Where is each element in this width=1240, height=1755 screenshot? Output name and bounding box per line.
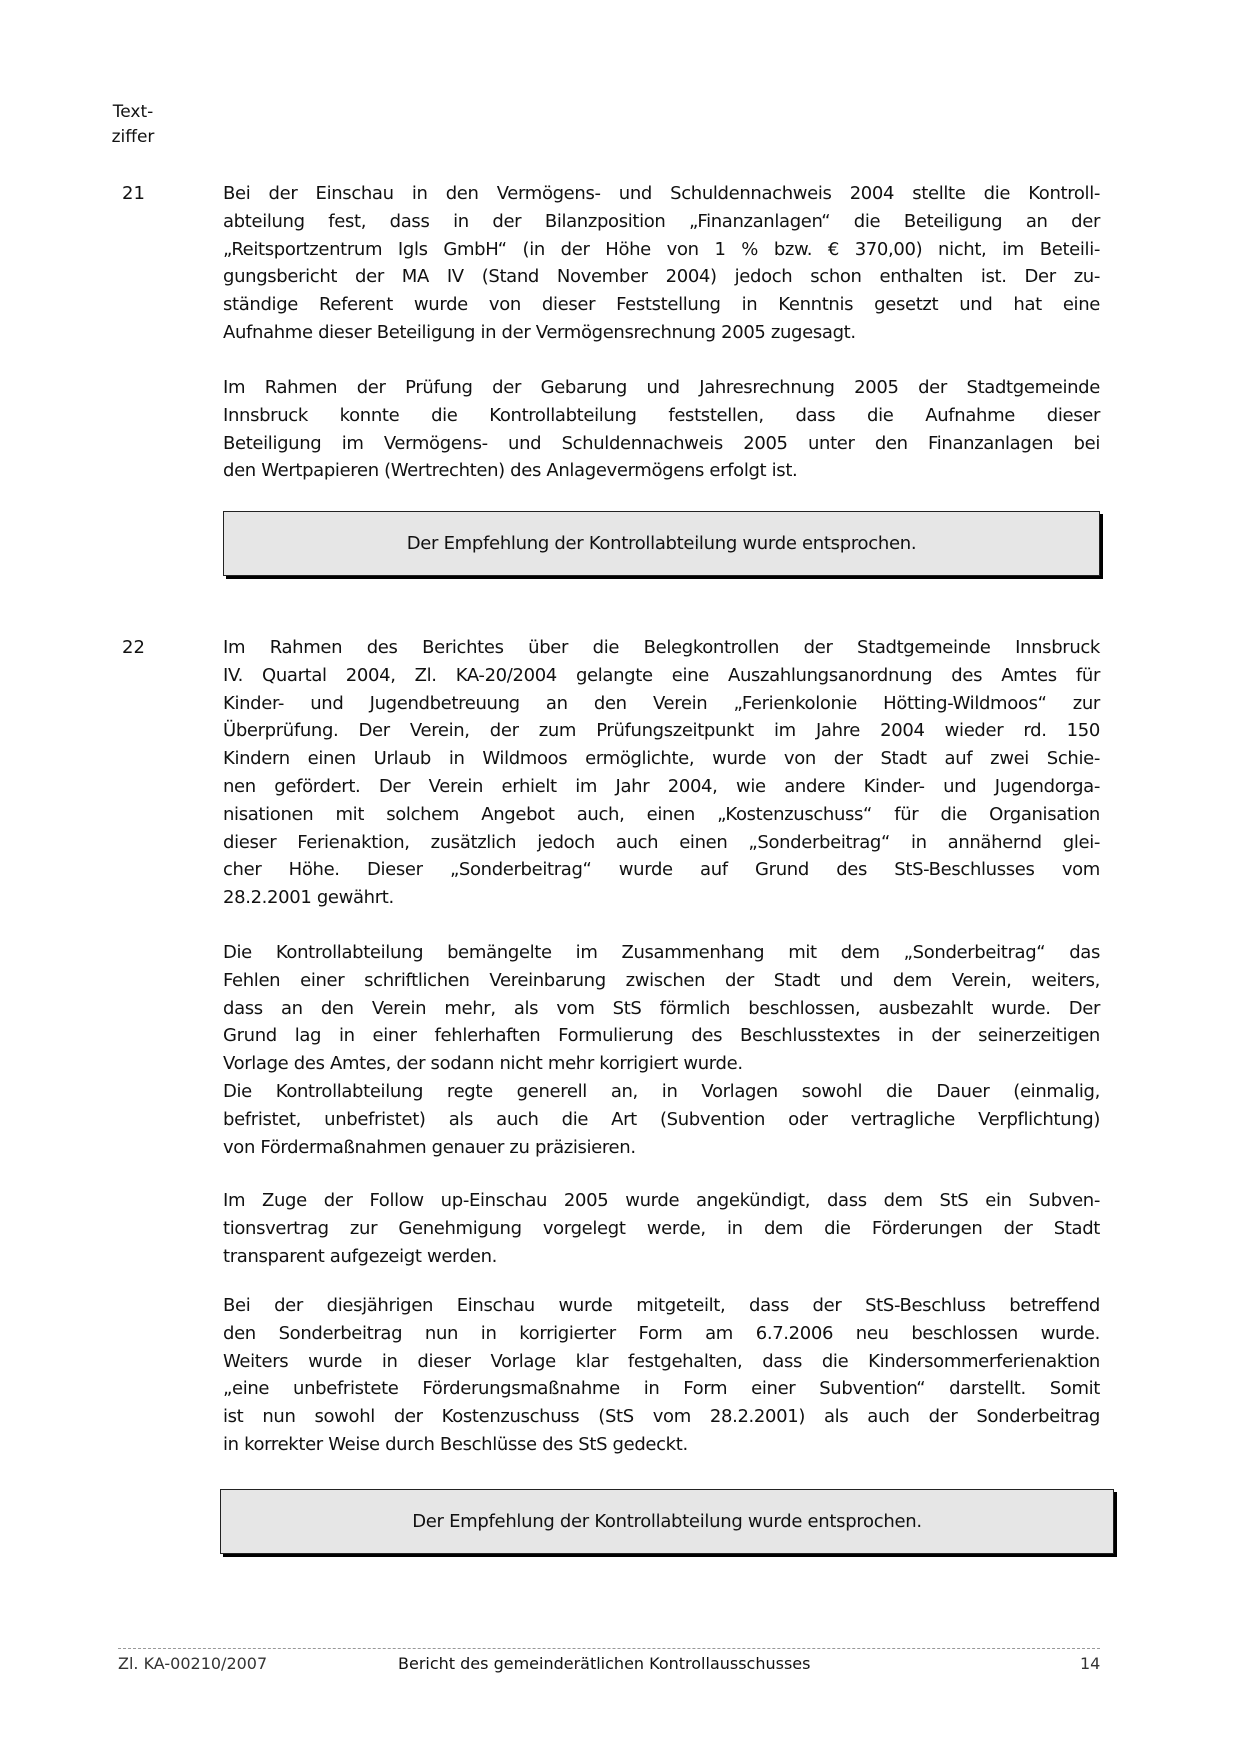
text-line: Im Rahmen der Prüfung der Gebarung und Jahresrechnung 2005 der Stadtgemeinde bbox=[223, 377, 1100, 398]
footer-divider bbox=[118, 1648, 1100, 1649]
section-number: 21 bbox=[122, 183, 145, 204]
text-line: nen gefördert. Der Verein erhielt im Jahr 2004, wie andere Kinder- und Jugendorga- bbox=[223, 775, 1100, 797]
text-line: abteilung fest, dass in der Bilanzposition „Finanzanlagen“ die Beteiligung an der bbox=[223, 210, 1100, 232]
paragraph bbox=[223, 634, 1100, 912]
text-line: Vorlage des Amtes, der sodann nicht mehr korrigiert wurde. bbox=[223, 1053, 743, 1075]
text-line: Die Kontrollabteilung regte generell an, in Vorlagen sowohl die Dauer (einmalig, bbox=[223, 1081, 1100, 1102]
text-line: in korrekter Weise durch Beschlüsse des StS gedeckt. bbox=[223, 1433, 688, 1455]
text-line: 28.2.2001 gewährt. bbox=[223, 887, 394, 909]
text-line: Fehlen einer schriftlichen Vereinbarung zwischen der Stadt und dem Verein, weiters, bbox=[223, 969, 1100, 991]
paragraph bbox=[223, 180, 1100, 347]
text-line: IV. Quartal 2004, Zl. KA-20/2004 gelangte eine Auszahlungsanordnung des Amtes für bbox=[223, 664, 1100, 686]
text-line: cher Höhe. Dieser „Sonderbeitrag“ wurde auf Grund des StS-Beschlusses vom bbox=[223, 859, 1100, 881]
text-line: „Reitsportzentrum Igls GmbH“ (in der Höhe von 1 % bzw. € 370,00) nicht, im Beteili- bbox=[223, 238, 1100, 260]
section-number: 22 bbox=[122, 637, 145, 658]
text-line: Grund lag in einer fehlerhaften Formulierung des Beschlusstextes in der seinerzeitigen bbox=[223, 1025, 1100, 1047]
text-line: Kinder- und Jugendbetreuung an den Verein „Ferienkolonie Hötting-Wildmoos“ zur bbox=[223, 692, 1100, 714]
paragraph bbox=[223, 1187, 1100, 1270]
page-number: 14 bbox=[1080, 1654, 1101, 1673]
text-line: ständige Referent wurde von dieser Feststellung in Kenntnis gesetzt und hat eine bbox=[223, 294, 1100, 316]
text-line: Kindern einen Urlaub in Wildmoos ermöglichte, wurde von der Stadt auf zwei Schie- bbox=[223, 748, 1100, 770]
paragraph bbox=[223, 374, 1100, 485]
text-line: ist nun sowohl der Kostenzuschuss (StS vom 28.2.2001) als auch der Sonderbeitrag bbox=[223, 1406, 1100, 1428]
column-header-textziffer bbox=[108, 100, 158, 150]
text-line: den Wertpapieren (Wertrechten) des Anlagevermögens erfolgt ist. bbox=[223, 460, 798, 482]
text-line: Bei der diesjährigen Einschau wurde mitgeteilt, dass der StS-Beschluss betreffend bbox=[223, 1295, 1100, 1316]
header-line-1: Text- bbox=[112, 102, 154, 122]
text-line: dass an den Verein mehr, als vom StS förmlich beschlossen, ausbezahlt wurde. Der bbox=[223, 997, 1100, 1019]
text-line: „eine unbefristete Förderungsmaßnahme in Form einer Subvention“ darstellt. Somit bbox=[223, 1378, 1100, 1400]
result-box: Der Empfehlung der Kontrollabteilung wurde entsprochen. bbox=[223, 511, 1100, 576]
text-line: gungsbericht der MA IV (Stand November 2004) jedoch schon enthalten ist. Der zu- bbox=[223, 266, 1100, 288]
header-line-2: ziffer bbox=[111, 127, 155, 147]
text-line: tionsvertrag zur Genehmigung vorgelegt werde, in dem die Förderungen der Stadt bbox=[223, 1217, 1100, 1239]
text-line: nisationen mit solchem Angebot auch, einen „Kostenzuschuss“ für die Organisation bbox=[223, 803, 1100, 825]
paragraph bbox=[223, 1078, 1100, 1161]
paragraph bbox=[223, 939, 1100, 1078]
text-line: Innsbruck konnte die Kontrollabteilung feststellen, dass die Aufnahme dieser bbox=[223, 404, 1100, 426]
text-line: Weiters wurde in dieser Vorlage klar festgehalten, dass die Kindersommerferienaktion bbox=[223, 1350, 1100, 1372]
paragraph bbox=[223, 1292, 1100, 1459]
text-line: transparent aufgezeigt werden. bbox=[223, 1245, 498, 1267]
text-line: von Fördermaßnahmen genauer zu präzisieren. bbox=[223, 1136, 636, 1158]
text-line: den Sonderbeitrag nun in korrigierter Form am 6.7.2006 neu beschlossen wurde. bbox=[223, 1322, 1100, 1344]
text-line: Im Rahmen des Berichtes über die Belegkontrollen der Stadtgemeinde Innsbruck bbox=[223, 637, 1100, 658]
text-line: Im Zuge der Follow up-Einschau 2005 wurde angekündigt, dass dem StS ein Subven- bbox=[223, 1190, 1100, 1211]
text-line: Die Kontrollabteilung bemängelte im Zusammenhang mit dem „Sonderbeitrag“ das bbox=[223, 942, 1100, 963]
text-line: Beteiligung im Vermögens- und Schuldennachweis 2005 unter den Finanzanlagen bei bbox=[223, 432, 1100, 454]
text-line: befristet, unbefristet) als auch die Art (Subvention oder vertragliche Verpflichtung) bbox=[223, 1108, 1100, 1130]
text-line: Bei der Einschau in den Vermögens- und Schuldennachweis 2004 stellte die Kontroll- bbox=[223, 183, 1100, 204]
result-box: Der Empfehlung der Kontrollabteilung wurde entsprochen. bbox=[220, 1489, 1114, 1554]
text-line: dieser Ferienaktion, zusätzlich jedoch auch einen „Sonderbeitrag“ in annähernd glei- bbox=[223, 831, 1100, 853]
footer-title: Bericht des gemeinderätlichen Kontrollausschusses bbox=[398, 1654, 811, 1673]
text-line: Aufnahme dieser Beteiligung in der Vermögensrechnung 2005 zugesagt. bbox=[223, 321, 856, 343]
text-line: Überprüfung. Der Verein, der zum Prüfungszeitpunkt im Jahre 2004 wieder rd. 150 bbox=[223, 720, 1100, 742]
footer-reference: Zl. KA-00210/2007 bbox=[118, 1654, 268, 1673]
